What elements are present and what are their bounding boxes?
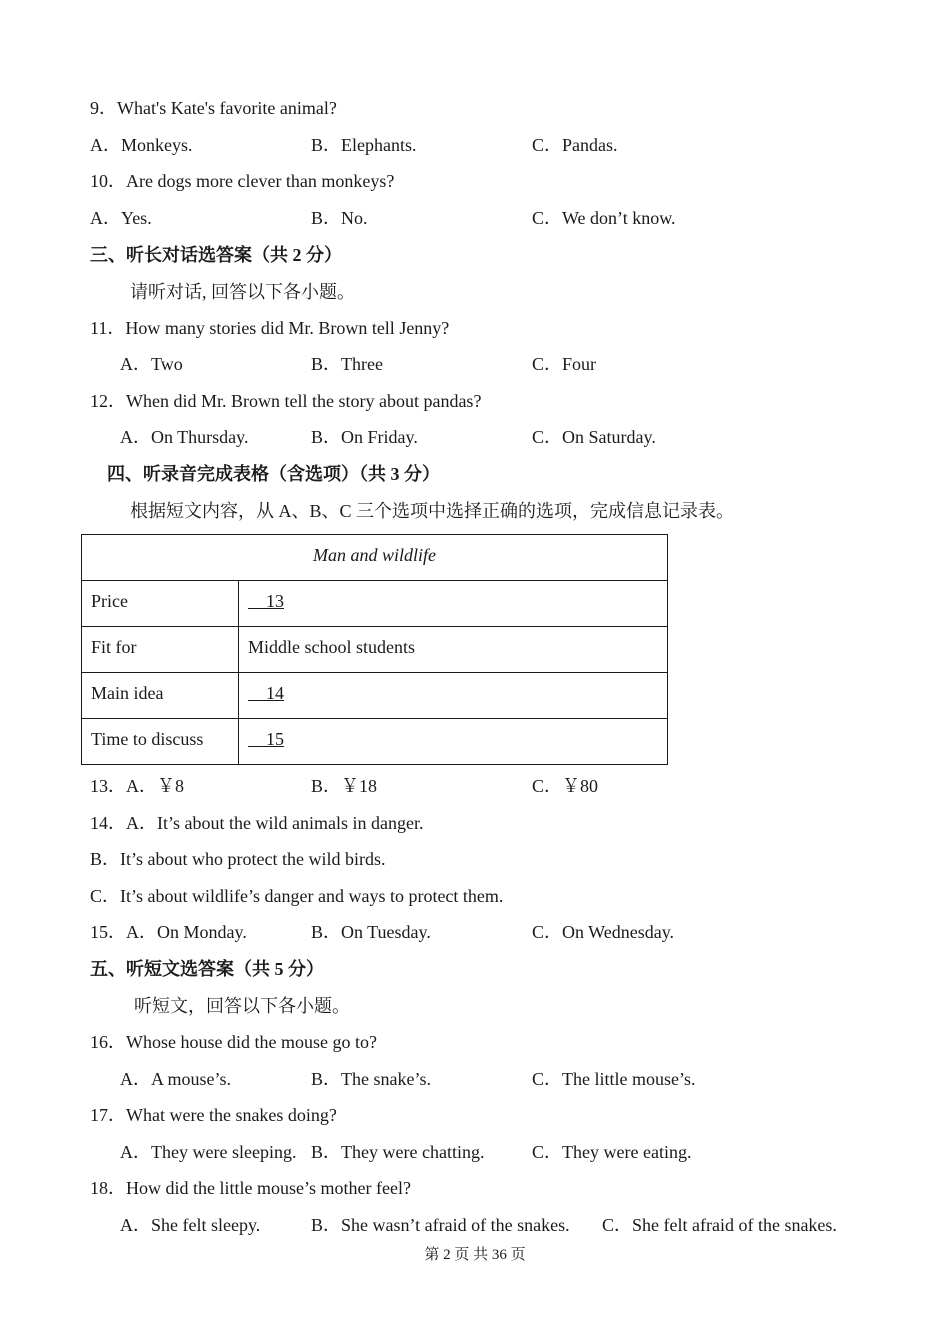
question-15-option-b: B．On Tuesday. xyxy=(311,922,431,942)
question-11-option-b: B．Three xyxy=(311,354,383,374)
question-11-stem: 11．How many stories did Mr. Brown tell Jenny? xyxy=(90,318,450,338)
question-15-option-a: 15．A．On Monday. xyxy=(90,922,247,942)
question-12-stem: 12．When did Mr. Brown tell the story about pandas? xyxy=(90,391,482,411)
section-5-heading: 五、听短文选答案（共 5 分） xyxy=(90,959,324,979)
blank-14: 14 xyxy=(248,683,284,703)
question-10-option-a: A．Yes. xyxy=(90,208,152,228)
question-15-option-c: C．On Wednesday. xyxy=(532,922,675,942)
question-10-option-b: B．No. xyxy=(311,208,368,228)
question-12-option-b: B．On Friday. xyxy=(311,427,418,447)
table-row xyxy=(82,581,668,627)
blank-15: 15 xyxy=(248,729,284,749)
question-13-option-c: C．￥80 xyxy=(532,776,599,796)
question-10-stem: 10．Are dogs more clever than monkeys? xyxy=(90,171,395,191)
question-9-option-c: C．Pandas. xyxy=(532,135,618,155)
section-4-instruction: 根据短文内容，从 A、B、C 三个选项中选择正确的选项，完成信息记录表。 xyxy=(130,501,735,521)
table-row xyxy=(82,719,668,765)
question-17-option-c: C．They were eating. xyxy=(532,1142,692,1162)
table-row-label: Main idea xyxy=(82,673,239,719)
table-row xyxy=(82,673,668,719)
question-13-option-b: B．￥18 xyxy=(311,776,378,796)
section-3-instruction: 请听对话, 回答以下各小题。 xyxy=(130,282,355,302)
question-14-option-b: B．It’s about who protect the wild birds. xyxy=(90,849,386,869)
table-title: Man and wildlife xyxy=(82,535,668,581)
question-14-option-a: 14．A．It’s about the wild animals in danger. xyxy=(90,813,424,833)
question-14-option-c: C．It’s about wildlife’s danger and ways to protect them. xyxy=(90,886,504,906)
table-row-label: Fit for xyxy=(82,627,239,673)
question-17-option-b: B．They were chatting. xyxy=(311,1142,485,1162)
question-11-option-a: A．Two xyxy=(120,354,183,374)
table-row xyxy=(82,627,668,673)
question-18-stem: 18．How did the little mouse’s mother feel? xyxy=(90,1178,411,1198)
question-18-option-a: A．She felt sleepy. xyxy=(120,1215,261,1235)
blank-13: 13 xyxy=(248,591,284,611)
question-17-stem: 17．What were the snakes doing? xyxy=(90,1105,337,1125)
question-16-option-c: C．The little mouse’s. xyxy=(532,1069,696,1089)
section-5-instruction: 听短文，回答以下各小题。 xyxy=(134,996,350,1016)
question-12-option-c: C．On Saturday. xyxy=(532,427,656,447)
question-17-option-a: A．They were sleeping. xyxy=(120,1142,297,1162)
info-table xyxy=(81,534,668,765)
table-row-label: Price xyxy=(82,581,239,627)
question-18-option-b: B．She wasn’t afraid of the snakes. xyxy=(311,1215,570,1235)
question-12-option-a: A．On Thursday. xyxy=(120,427,249,447)
question-9-option-b: B．Elephants. xyxy=(311,135,417,155)
question-9-stem: 9．What's Kate's favorite animal? xyxy=(90,98,337,118)
question-18-option-c: C．She felt afraid of the snakes. xyxy=(602,1215,837,1235)
section-3-heading: 三、听长对话选答案（共 2 分） xyxy=(90,245,342,265)
question-13-option-a: 13．A．￥8 xyxy=(90,776,184,796)
question-16-stem: 16．Whose house did the mouse go to? xyxy=(90,1032,377,1052)
question-10-option-c: C．We don’t know. xyxy=(532,208,676,228)
question-16-option-a: A．A mouse’s. xyxy=(120,1069,232,1089)
table-row-label: Time to discuss xyxy=(82,719,239,765)
question-11-option-c: C．Four xyxy=(532,354,597,374)
table-row-value: Middle school students xyxy=(239,627,668,673)
question-9-option-a: A．Monkeys. xyxy=(90,135,193,155)
page-footer: 第 2 页 共 36 页 xyxy=(424,1247,526,1263)
question-16-option-b: B．The snake’s. xyxy=(311,1069,431,1089)
section-4-heading: 四、听录音完成表格（含选项）（共 3 分） xyxy=(107,464,440,484)
